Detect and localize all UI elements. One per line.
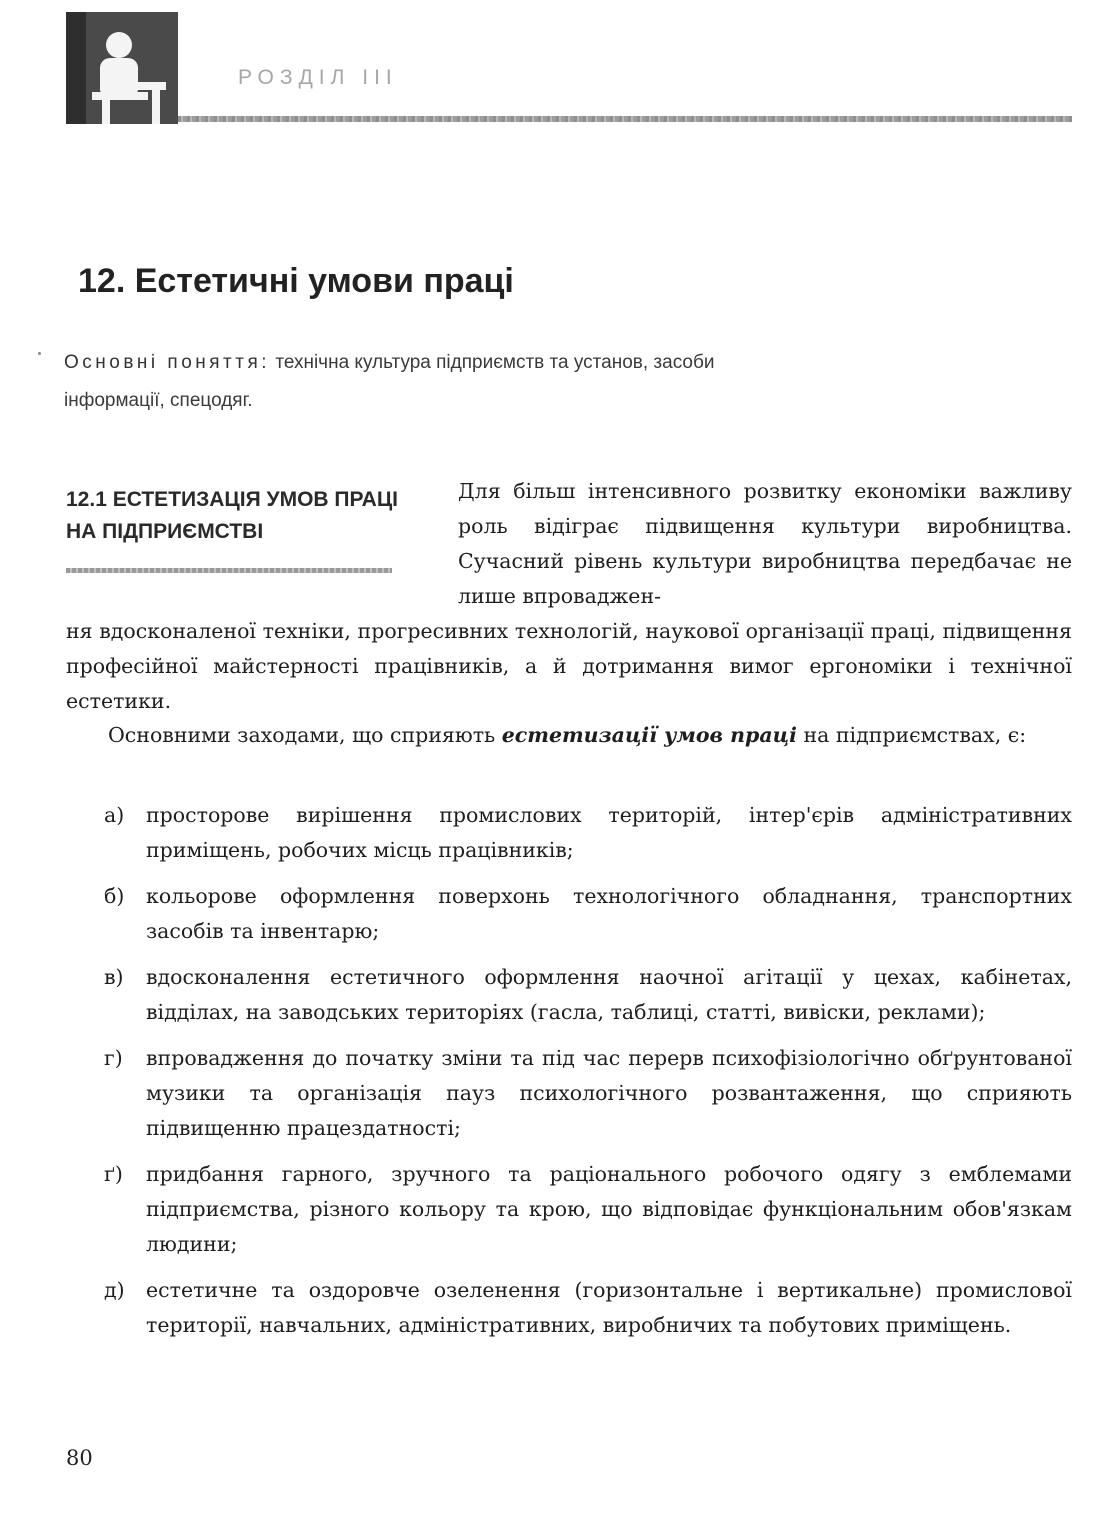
list-marker: д) [104, 1278, 125, 1302]
key-concepts-text: технічна культура підприємств та установ, засоби інформації, спецодяг. [64, 352, 715, 411]
key-concepts [64, 344, 764, 420]
page-number: 80 [66, 1446, 93, 1470]
list-item-text: кольорове оформлення поверхонь технологічного обладнання, транспортних засобів та інвентарю; [146, 884, 1072, 943]
measures-lead: Основними заходами, що сприяють [108, 723, 502, 747]
list-item [104, 1157, 1072, 1262]
list-item [104, 1041, 1072, 1146]
list-item [104, 1273, 1072, 1343]
list-marker: а) [104, 803, 125, 827]
list-item-text: впровадження до початку зміни та під час перерв психофізіологічно обґрунтованої музики та організація пауз психологічного розвантаження, що сприяють підвищенню працездатності; [146, 1046, 1072, 1140]
paragraph-measures [66, 718, 1072, 753]
margin-dot [38, 352, 41, 355]
list-item [104, 798, 1072, 868]
list-marker: г) [104, 1046, 123, 1070]
measures-emphasis: естетизації умов праці [501, 723, 797, 747]
section-label: РОЗДІЛ III [238, 66, 398, 89]
list-item [104, 879, 1072, 949]
list-item-text: вдосконалення естетичного оформлення наочної агітації у цехах, кабінетах, відділах, на заводських територіях (гасла, таблиці, статті, вивіски, реклами); [146, 965, 1072, 1024]
section-header-illustration [66, 12, 178, 124]
key-concepts-label: Основні поняття: [64, 352, 271, 373]
list-item [104, 960, 1072, 1030]
measures-list [104, 798, 1072, 1354]
list-item-text: просторове вирішення промислових територій, інтер'єрів адміністративних приміщень, робочих місць працівників; [146, 803, 1072, 862]
list-item-text: естетичне та оздоровче озеленення (горизонтальне і вертикальне) промислової території, навчальних, адміністративних, виробничих та побутових приміщень. [146, 1278, 1072, 1337]
list-marker: в) [104, 965, 124, 989]
paragraph-intro-start: Для більш інтенсивного розвитку економіки важливу роль відіграє підвищення культури виробництва. Сучасний рівень культури виробництва передбачає не лише впроваджен- [458, 479, 1072, 608]
header-divider [178, 116, 1072, 122]
measures-tail: на підприємствах, є: [796, 723, 1027, 747]
chapter-title: 12. Естетичні умови праці [78, 262, 514, 300]
subsection-divider [66, 568, 392, 573]
list-marker: ґ) [104, 1162, 123, 1186]
list-item-text: придбання гарного, зручного та раціонального робочого одягу з емблемами підприємства, різного кольору та крою, що відповідає функціональним обов'язкам людини; [146, 1162, 1072, 1256]
list-marker: б) [104, 884, 125, 908]
paragraph-intro-continued: ня вдосконаленої техніки, прогресивних технологій, наукової організації праці, підвищення професійної майстерності працівників, а й дотримання вимог ергономіки і технічної естетики. [66, 619, 1072, 713]
subsection-heading: 12.1 ЕСТЕТИЗАЦІЯ УМОВ ПРАЦІ НА ПІДПРИЄМСТВІ [66, 488, 399, 543]
